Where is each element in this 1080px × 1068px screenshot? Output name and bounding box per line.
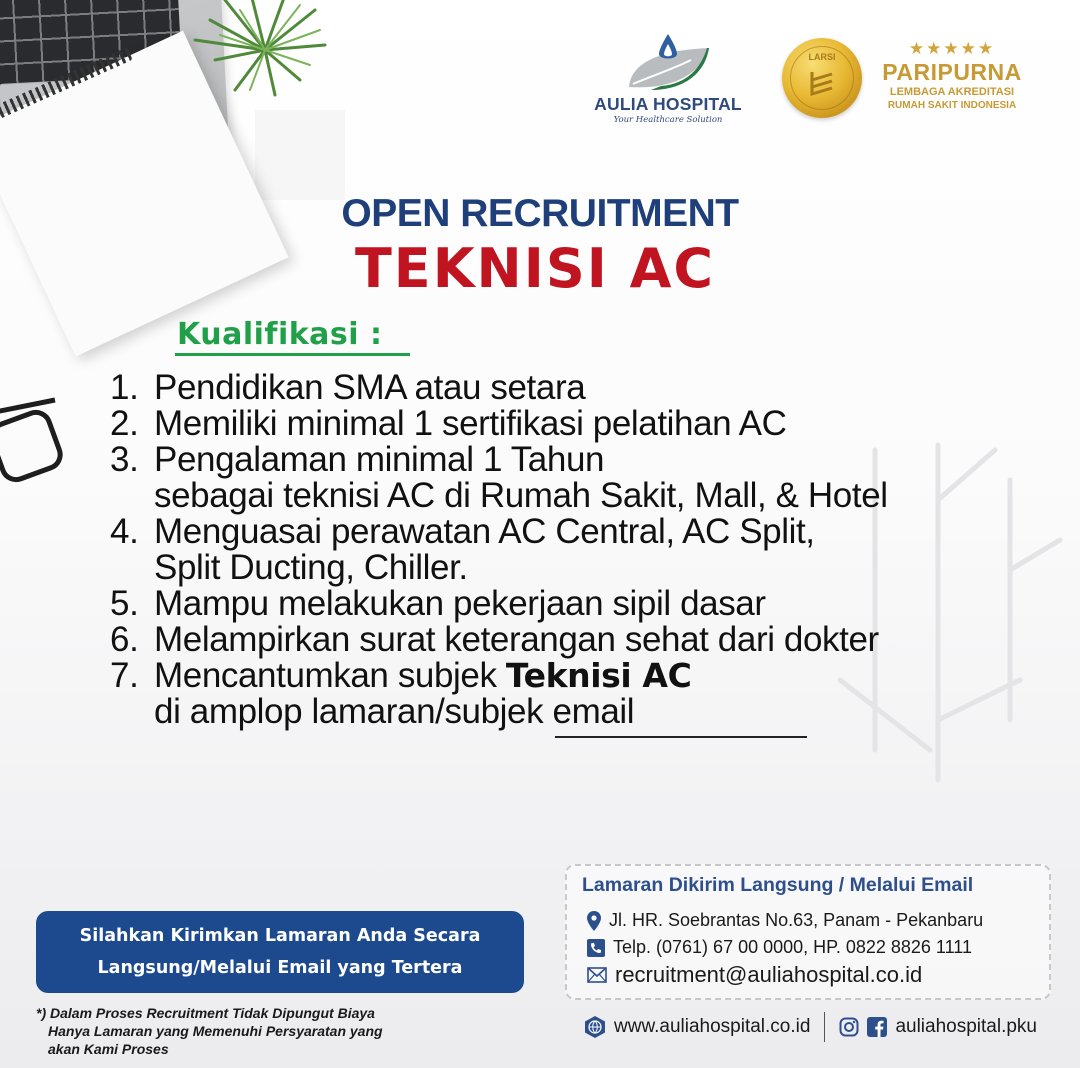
social-handle[interactable]: auliahospital.pku xyxy=(895,1016,1037,1037)
accreditation-line2: RUMAH SAKIT INDONESIA xyxy=(887,100,1017,111)
hospital-name: AULIA HOSPITAL xyxy=(594,94,742,114)
list-item: 3. Pengalaman minimal 1 Tahun sebagai teknisi AC di Rumah Sakit, Mall, & Hotel xyxy=(110,440,888,515)
job-title: TEKNISI AC xyxy=(354,237,716,300)
address-row xyxy=(587,910,983,931)
instagram-icon[interactable] xyxy=(839,1017,859,1037)
contact-box xyxy=(565,864,1051,1000)
facebook-icon[interactable] xyxy=(867,1017,887,1037)
aulia-hospital-logo xyxy=(583,32,753,127)
address-text: Jl. HR. Soebrantas No.63, Panam - Pekanbaru xyxy=(609,910,984,930)
location-pin-icon xyxy=(587,911,601,931)
contact-title: Lamaran Dikirim Langsung / Melalui Email xyxy=(582,874,974,896)
qualifications-list xyxy=(110,370,1050,730)
list-item: 7. Mencantumkan subjek Teknisi AC di amplop lamaran/subjek email xyxy=(110,656,692,731)
five-stars-icon: ★★★★★ xyxy=(908,39,996,58)
open-recruitment-heading: OPEN RECRUITMENT xyxy=(341,192,739,235)
list-item: 6. Melampirkan surat keterangan sehat dari dokter xyxy=(110,620,879,659)
phone-row xyxy=(587,937,972,958)
phone-icon xyxy=(587,939,605,957)
website-link[interactable]: www.auliahospital.co.id xyxy=(614,1016,811,1037)
email-link[interactable]: recruitment@auliahospital.co.id xyxy=(615,962,923,987)
globe-icon xyxy=(584,1016,606,1038)
list-item: 4. Menguasai perawatan AC Central, AC Split, Split Ducting, Chiller. xyxy=(110,512,815,587)
larsi-medal-icon xyxy=(782,38,862,118)
envelope-icon xyxy=(587,967,607,983)
phone-text: Telp. (0761) 67 00 0000, HP. 0822 8826 1111 xyxy=(613,937,972,957)
disclaimer-note: *) Dalam Proses Recruitment Tidak Dipungut Biaya Hanya Lamaran yang Memenuhi Persyaratan yang akan Kami Proses xyxy=(36,1005,383,1057)
larsi-label: LARSI xyxy=(808,52,836,62)
plant-icon xyxy=(190,0,330,100)
heading-underline xyxy=(175,353,410,356)
cta-banner xyxy=(36,911,524,993)
list-item: 1. Pendidikan SMA atau setara xyxy=(110,368,586,407)
footer-divider xyxy=(824,1012,825,1042)
footer-links xyxy=(584,1012,1037,1042)
list-item: 2. Memiliki minimal 1 sertifikasi pelatihan AC xyxy=(110,404,787,443)
accreditation-title: PARIPURNA xyxy=(882,59,1022,85)
emphasis-underline xyxy=(555,736,807,738)
accreditation-badge xyxy=(872,40,1032,113)
leaf-drop-logo-icon xyxy=(621,32,716,94)
hospital-tagline: Your Healthcare Solution xyxy=(613,115,723,125)
accreditation-line1: LEMBAGA AKREDITASI xyxy=(889,86,1015,98)
eyeglasses-icon xyxy=(0,395,70,485)
paper-illustration xyxy=(255,110,345,200)
qualifications-heading: Kualifikasi : xyxy=(177,317,383,352)
subject-emphasis: Teknisi AC xyxy=(505,656,692,695)
chevron-emblem-icon xyxy=(809,68,835,98)
cta-line1: Silahkan Kirimkan Lamaran Anda Secara xyxy=(79,926,481,946)
list-item: 5. Mampu melakukan pekerjaan sipil dasar xyxy=(110,584,766,623)
cta-line2: Langsung/Melalui Email yang Tertera xyxy=(97,958,463,978)
email-row[interactable] xyxy=(587,962,922,988)
